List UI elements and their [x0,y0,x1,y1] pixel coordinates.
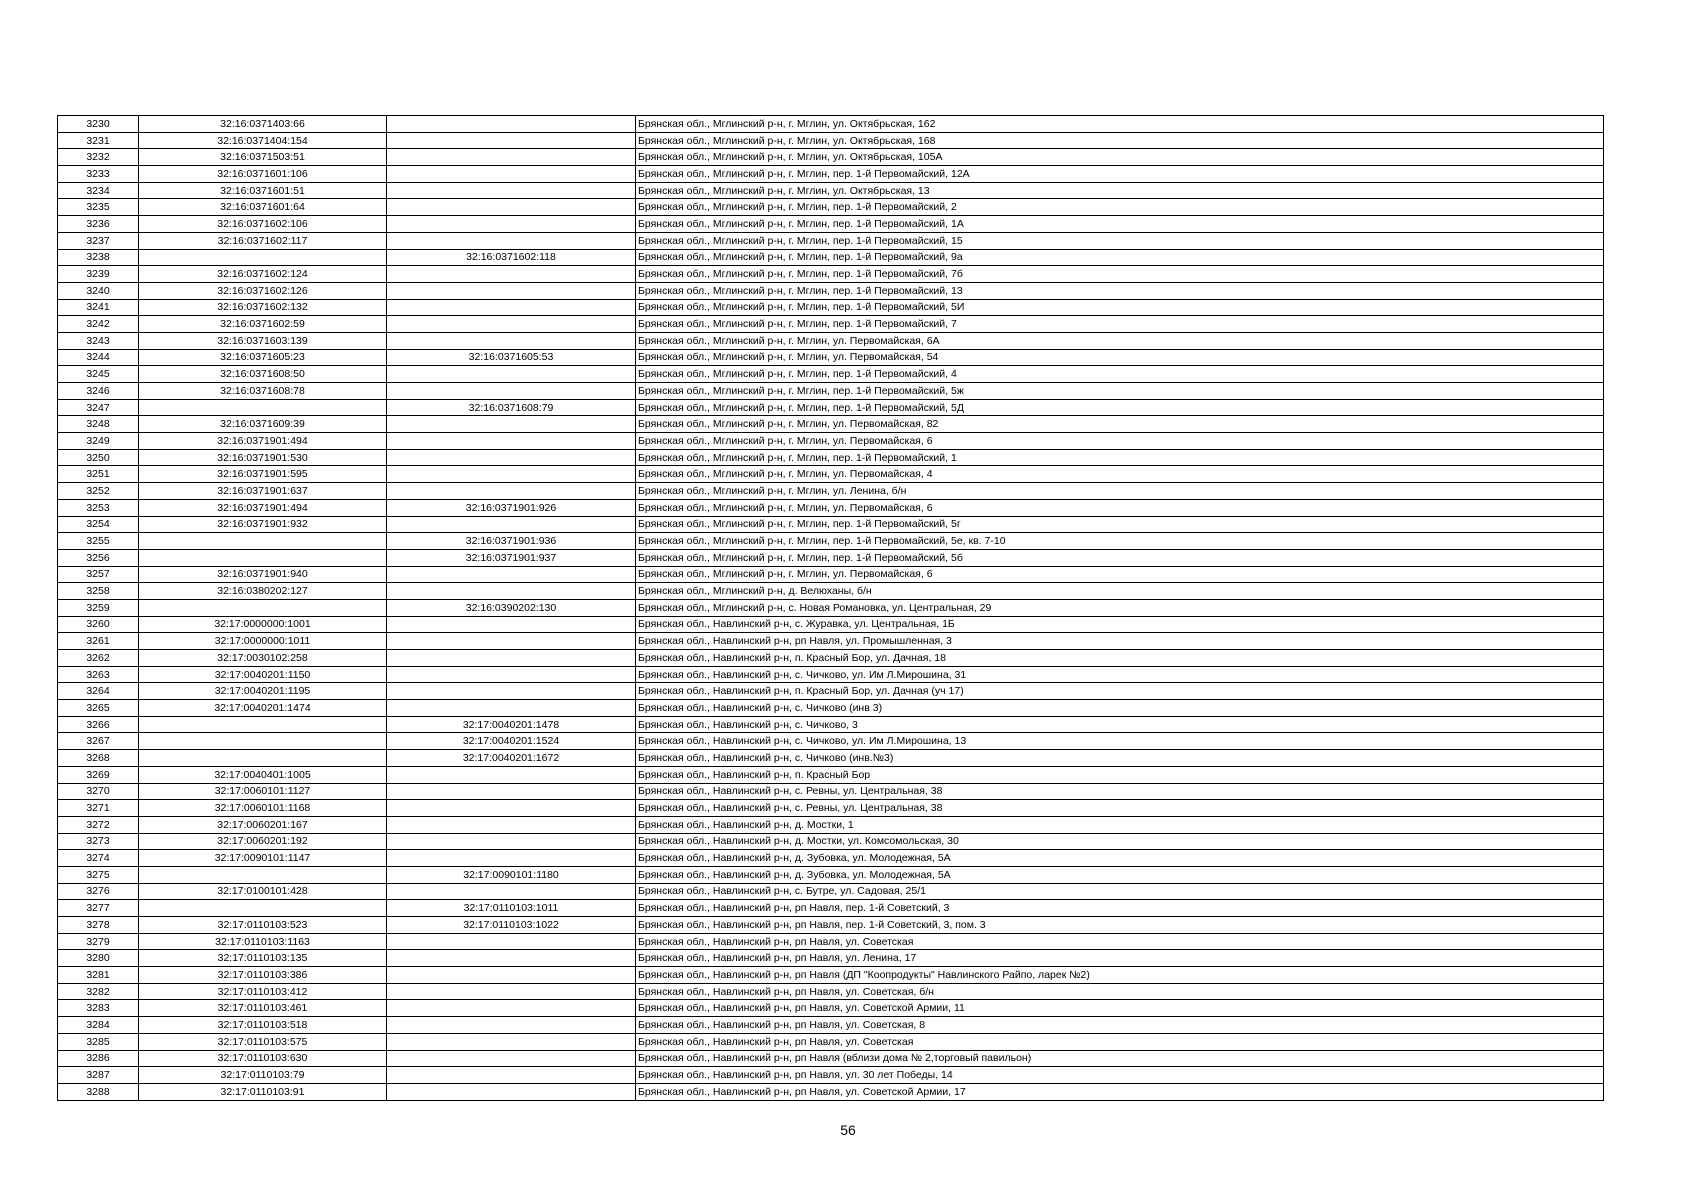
row-number-cell: 3267 [58,733,139,750]
cadastral-number-cell: 32:16:0371605:23 [139,349,387,366]
row-number-cell: 3266 [58,716,139,733]
secondary-cadastral-number-cell [387,683,636,700]
address-cell: Брянская обл., Мглинский р-н, г. Мглин, пер. 1-й Первомайский, 5И [636,299,1604,316]
address-cell: Брянская обл., Мглинский р-н, г. Мглин, пер. 1-й Первомайский, 5г [636,516,1604,533]
table-row [58,299,1604,316]
address-cell: Брянская обл., Мглинский р-н, г. Мглин, пер. 1-й Первомайский, 1А [636,216,1604,233]
address-cell: Брянская обл., Мглинский р-н, г. Мглин, пер. 1-й Первомайский, 5б [636,549,1604,566]
secondary-cadastral-number-cell: 32:16:0371901:926 [387,499,636,516]
table-row [58,967,1604,984]
address-cell: Брянская обл., Мглинский р-н, г. Мглин, пер. 1-й Первомайский, 5Д [636,399,1604,416]
address-cell: Брянская обл., Навлинский р-н, рп Навля, пер. 1-й Советский, 3, пом. 3 [636,917,1604,934]
address-cell: Брянская обл., Мглинский р-н, г. Мглин, пер. 1-й Первомайский, 7б [636,266,1604,283]
cadastral-number-cell: 32:17:0110103:135 [139,950,387,967]
row-number-cell: 3253 [58,499,139,516]
address-cell: Брянская обл., Навлинский р-н, рп Навля, пер. 1-й Советский, 3 [636,900,1604,917]
cadastral-number-cell: 32:17:0000000:1011 [139,633,387,650]
table-row [58,683,1604,700]
secondary-cadastral-number-cell [387,983,636,1000]
row-number-cell: 3249 [58,433,139,450]
row-number-cell: 3272 [58,816,139,833]
secondary-cadastral-number-cell [387,800,636,817]
address-cell: Брянская обл., Мглинский р-н, г. Мглин, ул. Октябрьская, 13 [636,182,1604,199]
table-row [58,650,1604,667]
cadastral-number-cell: 32:16:0371403:66 [139,116,387,133]
table-row [58,1033,1604,1050]
cadastral-number-cell: 32:17:0000000:1001 [139,616,387,633]
row-number-cell: 3286 [58,1050,139,1067]
secondary-cadastral-number-cell [387,633,636,650]
cadastral-number-cell: 32:16:0371601:106 [139,166,387,183]
table-row [58,816,1604,833]
row-number-cell: 3280 [58,950,139,967]
cadastral-number-cell: 32:16:0371601:64 [139,199,387,216]
secondary-cadastral-number-cell [387,1083,636,1100]
table-row [58,366,1604,383]
cadastral-number-cell [139,399,387,416]
address-cell: Брянская обл., Навлинский р-н, рп Навля, ул. 30 лет Победы, 14 [636,1067,1604,1084]
secondary-cadastral-number-cell [387,216,636,233]
address-cell: Брянская обл., Мглинский р-н, г. Мглин, ул. Ленина, б/н [636,483,1604,500]
table-row [58,433,1604,450]
secondary-cadastral-number-cell [387,700,636,717]
row-number-cell: 3284 [58,1017,139,1034]
cadastral-number-cell: 32:16:0371602:59 [139,316,387,333]
row-number-cell: 3273 [58,833,139,850]
cadastral-number-cell: 32:17:0030102:258 [139,650,387,667]
address-cell: Брянская обл., Мглинский р-н, г. Мглин, ул. Первомайская, 82 [636,416,1604,433]
cadastral-number-cell: 32:17:0110103:386 [139,967,387,984]
row-number-cell: 3279 [58,933,139,950]
table-row [58,499,1604,516]
secondary-cadastral-number-cell: 32:16:0371901:937 [387,549,636,566]
address-cell: Брянская обл., Мглинский р-н, г. Мглин, ул. Первомайская, 6А [636,332,1604,349]
cadastral-number-cell: 32:17:0110103:412 [139,983,387,1000]
row-number-cell: 3244 [58,349,139,366]
row-number-cell: 3271 [58,800,139,817]
secondary-cadastral-number-cell: 32:16:0371901:936 [387,533,636,550]
secondary-cadastral-number-cell [387,650,636,667]
table-row [58,316,1604,333]
secondary-cadastral-number-cell [387,616,636,633]
secondary-cadastral-number-cell [387,383,636,400]
secondary-cadastral-number-cell [387,232,636,249]
secondary-cadastral-number-cell [387,766,636,783]
table-row [58,599,1604,616]
cadastral-number-cell: 32:17:0110103:79 [139,1067,387,1084]
secondary-cadastral-number-cell [387,1017,636,1034]
secondary-cadastral-number-cell [387,816,636,833]
cadastral-number-cell [139,733,387,750]
table-row [58,216,1604,233]
secondary-cadastral-number-cell: 32:17:0110103:1011 [387,900,636,917]
address-cell: Брянская обл., Мглинский р-н, г. Мглин, пер. 1-й Первомайский, 5е, кв. 7-10 [636,533,1604,550]
address-cell: Брянская обл., Мглинский р-н, г. Мглин, пер. 1-й Первомайский, 12А [636,166,1604,183]
secondary-cadastral-number-cell [387,1000,636,1017]
row-number-cell: 3237 [58,232,139,249]
cadastral-number-cell: 32:16:0371609:39 [139,416,387,433]
table-row [58,132,1604,149]
address-cell: Брянская обл., Мглинский р-н, г. Мглин, ул. Первомайская, 4 [636,466,1604,483]
row-number-cell: 3277 [58,900,139,917]
table-row [58,850,1604,867]
address-cell: Брянская обл., Навлинский р-н, д. Мостки, 1 [636,816,1604,833]
address-cell: Брянская обл., Навлинский р-н, с. Ревны, ул. Центральная, 38 [636,783,1604,800]
row-number-cell: 3230 [58,116,139,133]
row-number-cell: 3274 [58,850,139,867]
address-cell: Брянская обл., Мглинский р-н, г. Мглин, пер. 1-й Первомайский, 9а [636,249,1604,266]
address-cell: Брянская обл., Мглинский р-н, г. Мглин, ул. Первомайская, 6 [636,433,1604,450]
secondary-cadastral-number-cell [387,783,636,800]
address-cell: Брянская обл., Мглинский р-н, г. Мглин, пер. 1-й Первомайский, 5ж [636,383,1604,400]
address-cell: Брянская обл., Навлинский р-н, с. Бутре, ул. Садовая, 25/1 [636,883,1604,900]
table-row [58,900,1604,917]
address-cell: Брянская обл., Навлинский р-н, рп Навля (вблизи дома № 2,торговый павильон) [636,1050,1604,1067]
row-number-cell: 3261 [58,633,139,650]
address-cell: Брянская обл., Навлинский р-н, п. Красный Бор [636,766,1604,783]
row-number-cell: 3248 [58,416,139,433]
cadastral-number-cell: 32:16:0371602:124 [139,266,387,283]
cadastral-number-cell: 32:17:0060201:192 [139,833,387,850]
address-cell: Брянская обл., Мглинский р-н, г. Мглин, пер. 1-й Первомайский, 4 [636,366,1604,383]
address-cell: Брянская обл., Мглинский р-н, г. Мглин, пер. 1-й Первомайский, 15 [636,232,1604,249]
row-number-cell: 3268 [58,750,139,767]
secondary-cadastral-number-cell [387,483,636,500]
address-cell: Брянская обл., Навлинский р-н, рп Навля, ул. Советской Армии, 17 [636,1083,1604,1100]
cadastral-number-cell: 32:17:0110103:523 [139,917,387,934]
table-row [58,549,1604,566]
secondary-cadastral-number-cell: 32:17:0040201:1478 [387,716,636,733]
cadastral-number-cell: 32:17:0040201:1195 [139,683,387,700]
row-number-cell: 3250 [58,449,139,466]
address-cell: Брянская обл., Навлинский р-н, п. Красный Бор, ул. Дачная (уч 17) [636,683,1604,700]
row-number-cell: 3257 [58,566,139,583]
table-row [58,249,1604,266]
secondary-cadastral-number-cell [387,850,636,867]
table-row [58,566,1604,583]
table-row [58,833,1604,850]
secondary-cadastral-number-cell [387,116,636,133]
cadastral-number-cell: 32:17:0110103:630 [139,1050,387,1067]
row-number-cell: 3236 [58,216,139,233]
row-number-cell: 3260 [58,616,139,633]
row-number-cell: 3233 [58,166,139,183]
secondary-cadastral-number-cell [387,132,636,149]
secondary-cadastral-number-cell: 32:17:0040201:1524 [387,733,636,750]
table-row [58,583,1604,600]
cadastral-number-cell: 32:16:0371901:637 [139,483,387,500]
table-row [58,182,1604,199]
cadastral-number-cell: 32:16:0371608:50 [139,366,387,383]
address-cell: Брянская обл., Мглинский р-н, г. Мглин, пер. 1-й Первомайский, 1 [636,449,1604,466]
table-row [58,516,1604,533]
secondary-cadastral-number-cell [387,149,636,166]
row-number-cell: 3264 [58,683,139,700]
secondary-cadastral-number-cell [387,666,636,683]
cadastral-number-cell [139,750,387,767]
cadastral-number-cell: 32:16:0371603:139 [139,332,387,349]
secondary-cadastral-number-cell [387,299,636,316]
secondary-cadastral-number-cell [387,1050,636,1067]
row-number-cell: 3245 [58,366,139,383]
cadastral-number-cell: 32:17:0110103:1163 [139,933,387,950]
row-number-cell: 3239 [58,266,139,283]
cadastral-number-cell: 32:16:0371901:932 [139,516,387,533]
table-row [58,466,1604,483]
secondary-cadastral-number-cell [387,282,636,299]
row-number-cell: 3234 [58,182,139,199]
table-row [58,766,1604,783]
address-cell: Брянская обл., Навлинский р-н, с. Чичково, 3 [636,716,1604,733]
cadastral-number-cell: 32:17:0060101:1127 [139,783,387,800]
table-row [58,199,1604,216]
cadastral-number-cell: 32:17:0040401:1005 [139,766,387,783]
secondary-cadastral-number-cell [387,583,636,600]
table-row [58,1050,1604,1067]
cadastral-number-cell: 32:17:0040201:1474 [139,700,387,717]
cadastral-number-cell: 32:17:0060101:1168 [139,800,387,817]
secondary-cadastral-number-cell [387,950,636,967]
table-row [58,383,1604,400]
table-row [58,232,1604,249]
table-row [58,332,1604,349]
secondary-cadastral-number-cell [387,199,636,216]
secondary-cadastral-number-cell [387,1033,636,1050]
secondary-cadastral-number-cell [387,449,636,466]
secondary-cadastral-number-cell [387,833,636,850]
cadastral-number-cell [139,533,387,550]
table-row [58,983,1604,1000]
table-row [58,866,1604,883]
page-number: 56 [840,1122,856,1138]
cadastral-number-cell: 32:17:0040201:1150 [139,666,387,683]
table-row [58,883,1604,900]
secondary-cadastral-number-cell: 32:17:0090101:1180 [387,866,636,883]
cadastral-number-cell: 32:17:0060201:167 [139,816,387,833]
row-number-cell: 3265 [58,700,139,717]
table-row [58,416,1604,433]
address-cell: Брянская обл., Навлинский р-н, рп Навля, ул. Ленина, 17 [636,950,1604,967]
table-row [58,1067,1604,1084]
row-number-cell: 3281 [58,967,139,984]
cadastral-number-cell: 32:16:0371608:78 [139,383,387,400]
address-cell: Брянская обл., Мглинский р-н, г. Мглин, ул. Октябрьская, 168 [636,132,1604,149]
secondary-cadastral-number-cell: 32:16:0390202:130 [387,599,636,616]
address-cell: Брянская обл., Мглинский р-н, г. Мглин, ул. Первомайская, 54 [636,349,1604,366]
address-cell: Брянская обл., Навлинский р-н, д. Зубовка, ул. Молодежная, 5А [636,866,1604,883]
address-cell: Брянская обл., Навлинский р-н, с. Чичково, ул. Им Л.Мирошина, 13 [636,733,1604,750]
address-cell: Брянская обл., Мглинский р-н, г. Мглин, пер. 1-й Первомайский, 7 [636,316,1604,333]
cadastral-number-cell [139,249,387,266]
table-row [58,616,1604,633]
table-row [58,533,1604,550]
row-number-cell: 3285 [58,1033,139,1050]
cadastral-number-cell: 32:17:0100101:428 [139,883,387,900]
secondary-cadastral-number-cell [387,182,636,199]
address-cell: Брянская обл., Навлинский р-н, с. Чичково (инв.№3) [636,750,1604,767]
secondary-cadastral-number-cell [387,166,636,183]
registry-table-body [58,116,1604,1101]
secondary-cadastral-number-cell: 32:16:0371605:53 [387,349,636,366]
table-row [58,750,1604,767]
row-number-cell: 3246 [58,383,139,400]
table-row [58,917,1604,934]
secondary-cadastral-number-cell [387,466,636,483]
row-number-cell: 3270 [58,783,139,800]
secondary-cadastral-number-cell [387,266,636,283]
address-cell: Брянская обл., Навлинский р-н, рп Навля, ул. Советской Армии, 11 [636,1000,1604,1017]
secondary-cadastral-number-cell [387,933,636,950]
table-row [58,449,1604,466]
secondary-cadastral-number-cell [387,416,636,433]
cadastral-number-cell: 32:17:0110103:91 [139,1083,387,1100]
secondary-cadastral-number-cell [387,566,636,583]
table-row [58,1017,1604,1034]
row-number-cell: 3276 [58,883,139,900]
table-row [58,166,1604,183]
cadastral-number-cell [139,549,387,566]
address-cell: Брянская обл., Навлинский р-н, рп Навля, ул. Промышленная, 3 [636,633,1604,650]
row-number-cell: 3232 [58,149,139,166]
cadastral-number-cell [139,866,387,883]
cadastral-number-cell: 32:16:0371601:51 [139,182,387,199]
address-cell: Брянская обл., Мглинский р-н, г. Мглин, ул. Октябрьская, 105А [636,149,1604,166]
table-row [58,282,1604,299]
row-number-cell: 3231 [58,132,139,149]
cadastral-number-cell: 32:16:0371901:494 [139,499,387,516]
row-number-cell: 3247 [58,399,139,416]
row-number-cell: 3255 [58,533,139,550]
row-number-cell: 3263 [58,666,139,683]
row-number-cell: 3256 [58,549,139,566]
secondary-cadastral-number-cell [387,883,636,900]
cadastral-number-cell [139,900,387,917]
cadastral-number-cell: 32:16:0371404:154 [139,132,387,149]
table-row [58,266,1604,283]
address-cell: Брянская обл., Навлинский р-н, с. Чичково, ул. Им Л.Мирошина, 31 [636,666,1604,683]
table-row [58,483,1604,500]
table-row [58,666,1604,683]
address-cell: Брянская обл., Мглинский р-н, с. Новая Романовка, ул. Центральная, 29 [636,599,1604,616]
row-number-cell: 3238 [58,249,139,266]
row-number-cell: 3235 [58,199,139,216]
secondary-cadastral-number-cell [387,316,636,333]
address-cell: Брянская обл., Мглинский р-н, г. Мглин, пер. 1-й Первомайский, 2 [636,199,1604,216]
row-number-cell: 3278 [58,917,139,934]
address-cell: Брянская обл., Навлинский р-н, рп Навля, ул. Советская, б/н [636,983,1604,1000]
row-number-cell: 3262 [58,650,139,667]
secondary-cadastral-number-cell: 32:17:0040201:1672 [387,750,636,767]
cadastral-number-cell: 32:16:0371602:132 [139,299,387,316]
row-number-cell: 3269 [58,766,139,783]
row-number-cell: 3283 [58,1000,139,1017]
row-number-cell: 3254 [58,516,139,533]
secondary-cadastral-number-cell: 32:16:0371602:118 [387,249,636,266]
row-number-cell: 3251 [58,466,139,483]
address-cell: Брянская обл., Навлинский р-н, рп Навля, ул. Советская [636,933,1604,950]
cadastral-number-cell: 32:16:0371901:530 [139,449,387,466]
address-cell: Брянская обл., Навлинский р-н, с. Чичково (инв 3) [636,700,1604,717]
row-number-cell: 3241 [58,299,139,316]
address-cell: Брянская обл., Навлинский р-н, п. Красный Бор, ул. Дачная, 18 [636,650,1604,667]
cadastral-number-cell: 32:16:0371901:595 [139,466,387,483]
cadastral-number-cell: 32:16:0371503:51 [139,149,387,166]
secondary-cadastral-number-cell [387,332,636,349]
table-row [58,633,1604,650]
cadastral-number-cell: 32:17:0110103:518 [139,1017,387,1034]
cadastral-number-cell: 32:16:0371602:117 [139,232,387,249]
cadastral-number-cell: 32:16:0371901:494 [139,433,387,450]
table-row [58,950,1604,967]
row-number-cell: 3252 [58,483,139,500]
table-row [58,149,1604,166]
cadastral-number-cell: 32:16:0371602:106 [139,216,387,233]
address-cell: Брянская обл., Мглинский р-н, г. Мглин, ул. Первомайская, 6 [636,499,1604,516]
row-number-cell: 3282 [58,983,139,1000]
address-cell: Брянская обл., Навлинский р-н, рп Навля (ДП "Коопродукты" Навлинского Райпо, ларек №2) [636,967,1604,984]
cadastral-number-cell: 32:16:0371901:940 [139,566,387,583]
table-row [58,733,1604,750]
address-cell: Брянская обл., Мглинский р-н, г. Мглин, пер. 1-й Первомайский, 13 [636,282,1604,299]
secondary-cadastral-number-cell: 32:16:0371608:79 [387,399,636,416]
cadastral-number-cell: 32:16:0380202:127 [139,583,387,600]
row-number-cell: 3243 [58,332,139,349]
table-row [58,783,1604,800]
table-row [58,399,1604,416]
address-cell: Брянская обл., Навлинский р-н, рп Навля, ул. Советская [636,1033,1604,1050]
address-cell: Брянская обл., Мглинский р-н, г. Мглин, ул. Октябрьская, 162 [636,116,1604,133]
cadastral-number-cell: 32:16:0371602:126 [139,282,387,299]
table-row [58,700,1604,717]
address-cell: Брянская обл., Навлинский р-н, с. Журавка, ул. Центральная, 1Б [636,616,1604,633]
address-cell: Брянская обл., Навлинский р-н, с. Ревны, ул. Центральная, 38 [636,800,1604,817]
table-row [58,1000,1604,1017]
secondary-cadastral-number-cell [387,516,636,533]
row-number-cell: 3258 [58,583,139,600]
secondary-cadastral-number-cell [387,1067,636,1084]
secondary-cadastral-number-cell: 32:17:0110103:1022 [387,917,636,934]
cadastral-number-cell: 32:17:0110103:575 [139,1033,387,1050]
address-cell: Брянская обл., Мглинский р-н, д. Велюханы, б/н [636,583,1604,600]
row-number-cell: 3287 [58,1067,139,1084]
address-cell: Брянская обл., Мглинский р-н, г. Мглин, ул. Первомайская, 6 [636,566,1604,583]
table-row [58,116,1604,133]
table-row [58,933,1604,950]
registry-table [57,115,1604,1101]
cadastral-number-cell [139,599,387,616]
table-row [58,800,1604,817]
table-row [58,1083,1604,1100]
row-number-cell: 3288 [58,1083,139,1100]
address-cell: Брянская обл., Навлинский р-н, д. Мостки, ул. Комсомольская, 30 [636,833,1604,850]
cadastral-number-cell: 32:17:0110103:461 [139,1000,387,1017]
row-number-cell: 3275 [58,866,139,883]
row-number-cell: 3240 [58,282,139,299]
cadastral-number-cell [139,716,387,733]
secondary-cadastral-number-cell [387,366,636,383]
cadastral-number-cell: 32:17:0090101:1147 [139,850,387,867]
table-row [58,349,1604,366]
row-number-cell: 3242 [58,316,139,333]
table-row [58,716,1604,733]
secondary-cadastral-number-cell [387,967,636,984]
row-number-cell: 3259 [58,599,139,616]
address-cell: Брянская обл., Навлинский р-н, д. Зубовка, ул. Молодежная, 5А [636,850,1604,867]
secondary-cadastral-number-cell [387,433,636,450]
address-cell: Брянская обл., Навлинский р-н, рп Навля, ул. Советская, 8 [636,1017,1604,1034]
